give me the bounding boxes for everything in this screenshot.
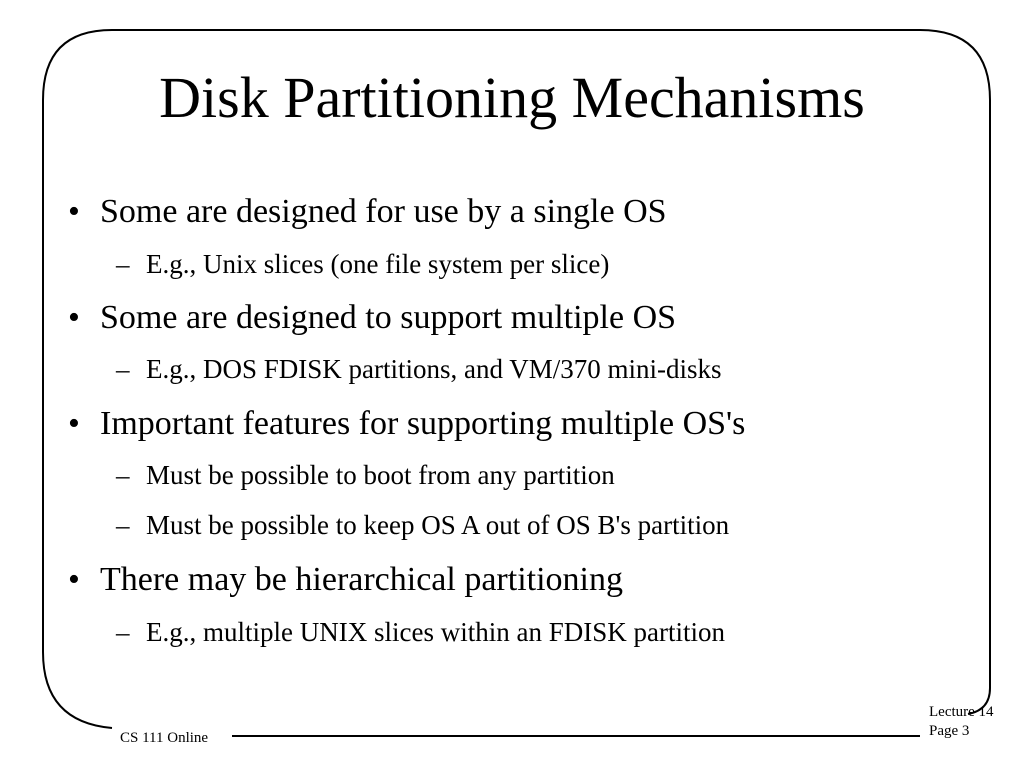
bullet-text: There may be hierarchical partitioning [100,561,623,598]
bullet-dot: • [68,405,80,442]
sub-bullet-text: E.g., Unix slices (one file system per slice) [146,249,610,279]
footer-page: Page 3 [929,723,970,739]
sub-bullet-text: E.g., DOS FDISK partitions, and VM/370 mini-disks [146,354,722,384]
sub-bullet-dash: – [116,510,130,540]
bullet-text: Some are designed for use by a single OS [100,193,667,230]
bullet-dot: • [68,193,80,230]
sub-bullet-text: E.g., multiple UNIX slices within an FDISK partition [146,617,725,647]
footer-lecture: Lecture 14 [929,704,994,720]
sub-bullet-dash: – [116,354,130,384]
sub-bullet-dash: – [116,617,130,647]
sub-bullet-text: Must be possible to boot from any partition [146,460,615,490]
sub-bullet-dash: – [116,460,130,490]
sub-bullet-text: Must be possible to keep OS A out of OS B's partition [146,510,730,540]
bullet-item [68,560,623,600]
bullet-dot: • [68,299,80,336]
sub-bullet-item [116,353,722,385]
sub-bullet-dash: – [116,249,130,279]
footer-course: CS 111 Online [120,730,209,746]
sub-bullet-item [116,248,609,280]
sub-bullet-item [116,509,729,541]
bullet-item [68,192,667,232]
bullet-text: Some are designed to support multiple OS [100,299,677,336]
bullet-text: Important features for supporting multiple OS's [100,405,746,442]
sub-bullet-item [116,459,615,491]
footer-page-info [929,703,994,741]
bullet-item [68,404,745,444]
sub-bullet-item [116,616,725,648]
slide-title: Disk Partitioning Mechanisms [159,65,865,130]
bullet-dot: • [68,561,80,598]
bullet-item [68,298,676,338]
